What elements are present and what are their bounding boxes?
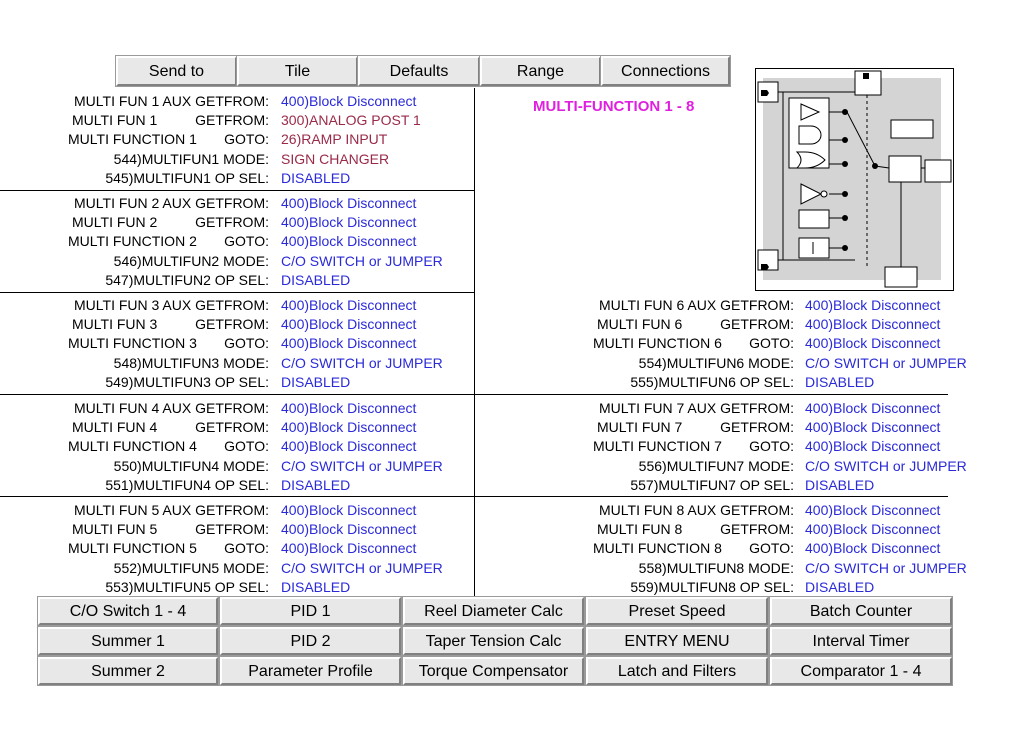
divider-horizontal: [0, 394, 948, 395]
defaults-label: Defaults: [389, 63, 449, 80]
send-to-button[interactable]: [116, 56, 237, 86]
param-value-link[interactable]: 400)Block Disconnect: [281, 521, 417, 538]
param-label: GETFROM:: [720, 316, 794, 333]
param-value-link[interactable]: C/O SWITCH or JUMPER: [805, 354, 967, 371]
nav-button-label: Batch Counter: [809, 603, 913, 620]
param-value-link[interactable]: 400)Block Disconnect: [281, 233, 417, 250]
param-value-link[interactable]: 400)Block Disconnect: [805, 316, 941, 333]
param-value-link[interactable]: 400)Block Disconnect: [281, 400, 417, 416]
param-label: MULTI FUN 5: [72, 521, 158, 538]
defaults-button[interactable]: [358, 56, 480, 86]
param-value-link[interactable]: 400)Block Disconnect: [805, 297, 941, 313]
param-label: MULTI FUN 2: [72, 214, 158, 231]
nav-pid-1-button[interactable]: [220, 597, 401, 625]
nav-button-label: Comparator 1 - 4: [800, 663, 922, 680]
nav-button-label: Latch and Filters: [617, 663, 737, 680]
param-value-link[interactable]: DISABLED: [281, 271, 351, 288]
param-label: MULTI FUN 6 AUX GETFROM:: [599, 297, 794, 313]
param-value-link[interactable]: C/O SWITCH or JUMPER: [281, 559, 443, 576]
block-diagram: [755, 68, 955, 292]
param-label: 547)MULTIFUN2 OP SEL:: [105, 271, 269, 288]
connections-button[interactable]: [601, 56, 730, 86]
param-label: 549)MULTIFUN3 OP SEL:: [105, 373, 269, 390]
param-value-link[interactable]: C/O SWITCH or JUMPER: [805, 559, 967, 576]
param-label: 553)MULTIFUN5 OP SEL:: [105, 578, 269, 595]
param-label: MULTI FUNCTION 3: [68, 335, 197, 352]
param-value-link[interactable]: C/O SWITCH or JUMPER: [281, 252, 443, 269]
param-label: GOTO:: [224, 335, 269, 352]
param-label: MULTI FUN 3: [72, 316, 158, 333]
param-value-link[interactable]: 400)Block Disconnect: [281, 438, 417, 455]
param-value-link[interactable]: 26)RAMP INPUT: [281, 131, 388, 148]
nav-torque-compensator-button[interactable]: [403, 657, 584, 685]
param-value-link[interactable]: 400)Block Disconnect: [805, 540, 941, 557]
param-label: 552)MULTIFUN5 MODE:: [113, 559, 269, 576]
tile-button[interactable]: [237, 56, 358, 86]
param-label: 558)MULTIFUN8 MODE:: [638, 559, 794, 576]
param-label: GOTO:: [749, 438, 794, 455]
nav-pid-2-button[interactable]: [220, 627, 401, 655]
param-label: 545)MULTIFUN1 OP SEL:: [105, 169, 269, 186]
param-label: MULTI FUN 8 AUX GETFROM:: [599, 502, 794, 518]
nav-batch-counter-button[interactable]: [770, 597, 952, 625]
nav-button-label: Summer 2: [91, 663, 165, 680]
param-label: MULTI FUN 7 AUX GETFROM:: [599, 400, 794, 416]
param-value-link[interactable]: DISABLED: [805, 578, 875, 595]
param-label: MULTI FUNCTION 5: [68, 540, 197, 557]
param-label: MULTI FUN 2 AUX GETFROM:: [74, 195, 269, 211]
param-value-link[interactable]: C/O SWITCH or JUMPER: [805, 457, 967, 474]
nav-summer-2-button[interactable]: [38, 657, 218, 685]
param-value-link[interactable]: DISABLED: [805, 476, 875, 493]
nav-button-label: Reel Diameter Calc: [424, 603, 563, 620]
param-label: MULTI FUN 7: [597, 419, 683, 436]
nav-parameter-profile-button[interactable]: [220, 657, 401, 685]
nav-button-label: Interval Timer: [812, 633, 910, 650]
param-value-link[interactable]: DISABLED: [281, 373, 351, 390]
param-label: 551)MULTIFUN4 OP SEL:: [105, 476, 269, 493]
nav-button-label: Taper Tension Calc: [425, 633, 562, 650]
param-value-link[interactable]: 400)Block Disconnect: [281, 214, 417, 231]
param-label: GOTO:: [224, 438, 269, 455]
nav-c-o-switch-1-4-button[interactable]: [38, 597, 218, 625]
param-value-link[interactable]: 400)Block Disconnect: [281, 540, 417, 557]
nav-button-label: Summer 1: [91, 633, 165, 650]
nav-button-label: Preset Speed: [628, 603, 726, 620]
nav-interval-timer-button[interactable]: [770, 627, 952, 655]
range-button[interactable]: [480, 56, 601, 86]
param-value-link[interactable]: 400)Block Disconnect: [281, 297, 417, 313]
param-value-link[interactable]: 400)Block Disconnect: [281, 335, 417, 352]
param-label: GOTO:: [224, 131, 269, 148]
param-label: GETFROM:: [195, 214, 269, 231]
param-label: 546)MULTIFUN2 MODE:: [113, 252, 269, 269]
send-to-label: Send to: [148, 63, 205, 80]
page-title: MULTI-FUNCTION 1 - 8: [533, 98, 695, 115]
nav-comparator-1-4-button[interactable]: [770, 657, 952, 685]
param-label: GOTO:: [224, 540, 269, 557]
param-value-link[interactable]: 400)Block Disconnect: [805, 335, 941, 352]
param-value-link[interactable]: 400)Block Disconnect: [281, 93, 417, 109]
param-label: MULTI FUN 3 AUX GETFROM:: [74, 297, 269, 313]
param-label: 555)MULTIFUN6 OP SEL:: [630, 373, 794, 390]
param-value-link[interactable]: 400)Block Disconnect: [281, 316, 417, 333]
param-value-link[interactable]: DISABLED: [281, 476, 351, 493]
param-label: 559)MULTIFUN8 OP SEL:: [630, 578, 794, 595]
nav-button-label: Torque Compensator: [418, 663, 569, 680]
divider-horizontal: [0, 496, 948, 497]
param-label: GETFROM:: [720, 419, 794, 436]
param-label: 550)MULTIFUN4 MODE:: [113, 457, 269, 474]
nav-button-label: ENTRY MENU: [624, 633, 730, 650]
param-value-link[interactable]: 400)Block Disconnect: [805, 400, 941, 416]
param-label: GOTO:: [749, 540, 794, 557]
nav-button-label: PID 1: [290, 603, 331, 620]
param-value-link[interactable]: C/O SWITCH or JUMPER: [281, 354, 443, 371]
divider-horizontal: [0, 292, 474, 293]
param-value-link[interactable]: 400)Block Disconnect: [281, 502, 417, 518]
param-value-link[interactable]: DISABLED: [281, 169, 351, 186]
param-label: GOTO:: [749, 335, 794, 352]
param-label: GETFROM:: [720, 521, 794, 538]
nav-taper-tension-calc-button[interactable]: [403, 627, 584, 655]
param-label: MULTI FUNCTION 4: [68, 438, 197, 455]
param-value-link[interactable]: 400)Block Disconnect: [805, 502, 941, 518]
param-value-link[interactable]: 400)Block Disconnect: [805, 438, 941, 455]
param-value-link[interactable]: 400)Block Disconnect: [805, 521, 941, 538]
param-label: MULTI FUN 5 AUX GETFROM:: [74, 502, 269, 518]
param-label: MULTI FUN 1: [72, 112, 158, 129]
param-label: 556)MULTIFUN7 MODE:: [638, 457, 794, 474]
param-label: MULTI FUNCTION 7: [593, 438, 722, 455]
param-label: MULTI FUN 8: [597, 521, 683, 538]
param-label: MULTI FUNCTION 6: [593, 335, 722, 352]
param-label: 548)MULTIFUN3 MODE:: [113, 354, 269, 371]
param-label: GETFROM:: [195, 316, 269, 333]
param-value-link[interactable]: 400)Block Disconnect: [805, 419, 941, 436]
range-label: Range: [516, 63, 565, 80]
param-label: MULTI FUNCTION 8: [593, 540, 722, 557]
param-label: GOTO:: [224, 233, 269, 250]
param-value-link[interactable]: DISABLED: [805, 373, 875, 390]
nav-entry-menu-button[interactable]: [586, 627, 768, 655]
param-value-link[interactable]: DISABLED: [281, 578, 351, 595]
param-label: MULTI FUN 1 AUX GETFROM:: [74, 93, 269, 109]
nav-button-label: Parameter Profile: [248, 663, 373, 680]
param-label: MULTI FUNCTION 1: [68, 131, 197, 148]
param-label: GETFROM:: [195, 112, 269, 129]
param-label: GETFROM:: [195, 521, 269, 538]
param-value-link[interactable]: C/O SWITCH or JUMPER: [281, 457, 443, 474]
param-label: GETFROM:: [195, 419, 269, 436]
tile-label: Tile: [284, 63, 311, 80]
divider-vertical: [474, 88, 475, 596]
param-label: MULTI FUN 4: [72, 419, 158, 436]
param-label: MULTI FUN 4 AUX GETFROM:: [74, 400, 269, 416]
nav-button-label: PID 2: [290, 633, 331, 650]
param-value-link[interactable]: SIGN CHANGER: [281, 150, 390, 167]
param-label: MULTI FUN 6: [597, 316, 683, 333]
param-value-link[interactable]: 400)Block Disconnect: [281, 195, 417, 211]
param-label: 554)MULTIFUN6 MODE:: [638, 354, 794, 371]
nav-reel-diameter-calc-button[interactable]: [403, 597, 584, 625]
param-label: 544)MULTIFUN1 MODE:: [113, 150, 269, 167]
param-label: 557)MULTIFUN7 OP SEL:: [630, 476, 794, 493]
param-value-link[interactable]: 300)ANALOG POST 1: [281, 112, 421, 129]
param-label: MULTI FUNCTION 2: [68, 233, 197, 250]
nav-button-label: C/O Switch 1 - 4: [69, 603, 187, 620]
connections-label: Connections: [621, 63, 710, 80]
nav-latch-and-filters-button[interactable]: [586, 657, 768, 685]
param-value-link[interactable]: 400)Block Disconnect: [281, 419, 417, 436]
nav-preset-speed-button[interactable]: [586, 597, 768, 625]
divider-horizontal: [0, 190, 474, 191]
nav-summer-1-button[interactable]: [38, 627, 218, 655]
